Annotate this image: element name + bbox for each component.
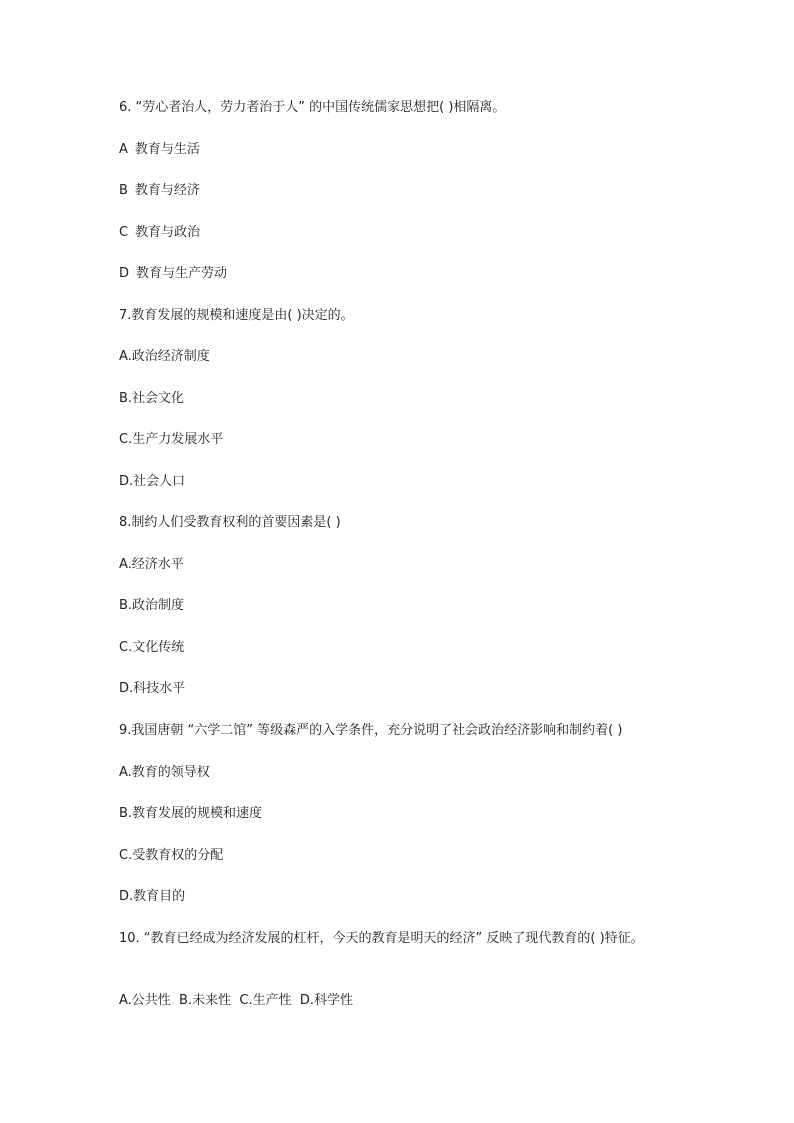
- question-6-option-c: [119, 224, 200, 242]
- question-6-stem: 6. “劳心者治人，劳力者治于人” 的中国传统儒家思想把( )相隔离。: [119, 100, 506, 115]
- question-9-option-a: A.教育的领导权: [119, 765, 210, 780]
- question-8-option-c: C.文化传统: [119, 640, 185, 655]
- question-6-option-a: [119, 141, 200, 159]
- question-9-stem: 9.我国唐朝 “六学二馆” 等级森严的入学条件，充分说明了社会政治经济影响和制约着( ): [119, 723, 623, 738]
- question-8-option-a: A.经济水平: [119, 557, 184, 572]
- question-8-option-b: B.政治制度: [119, 598, 185, 613]
- option-text: 教育与政治: [135, 225, 201, 240]
- option-letter: B: [119, 183, 128, 198]
- question-6-option-b: [119, 182, 200, 200]
- option-text: 教育与生产劳动: [136, 266, 228, 281]
- question-9-option-d: D.教育目的: [119, 889, 186, 904]
- option-letter: D: [119, 266, 130, 281]
- question-7-option-a: A.政治经济制度: [119, 349, 210, 364]
- option-letter: A: [119, 142, 128, 157]
- option-text: 教育与生活: [134, 142, 200, 157]
- question-8-option-d: D.科技水平: [119, 681, 186, 696]
- option-letter: C: [119, 225, 129, 240]
- question-8-stem: 8.制约人们受教育权利的首要因素是( ): [119, 515, 341, 530]
- question-7-option-b: B.社会文化: [119, 391, 185, 406]
- question-10-options: A.公共性 B.未来性 C.生产性 D.科学性: [119, 993, 353, 1008]
- question-7-stem: 7.教育发展的规模和速度是由( )决定的。: [119, 308, 354, 323]
- question-9-option-b: B.教育发展的规模和速度: [119, 806, 263, 821]
- question-6-option-d: [119, 265, 227, 283]
- question-7-option-d: D.社会人口: [119, 474, 186, 489]
- question-10-stem: 10. “教育已经成为经济发展的杠杆，今天的教育是明天的经济” 反映了现代教育的( )特征。: [119, 931, 644, 946]
- option-text: 教育与经济: [134, 183, 200, 198]
- question-7-option-c: C.生产力发展水平: [119, 432, 224, 447]
- question-9-option-c: C.受教育权的分配: [119, 848, 224, 863]
